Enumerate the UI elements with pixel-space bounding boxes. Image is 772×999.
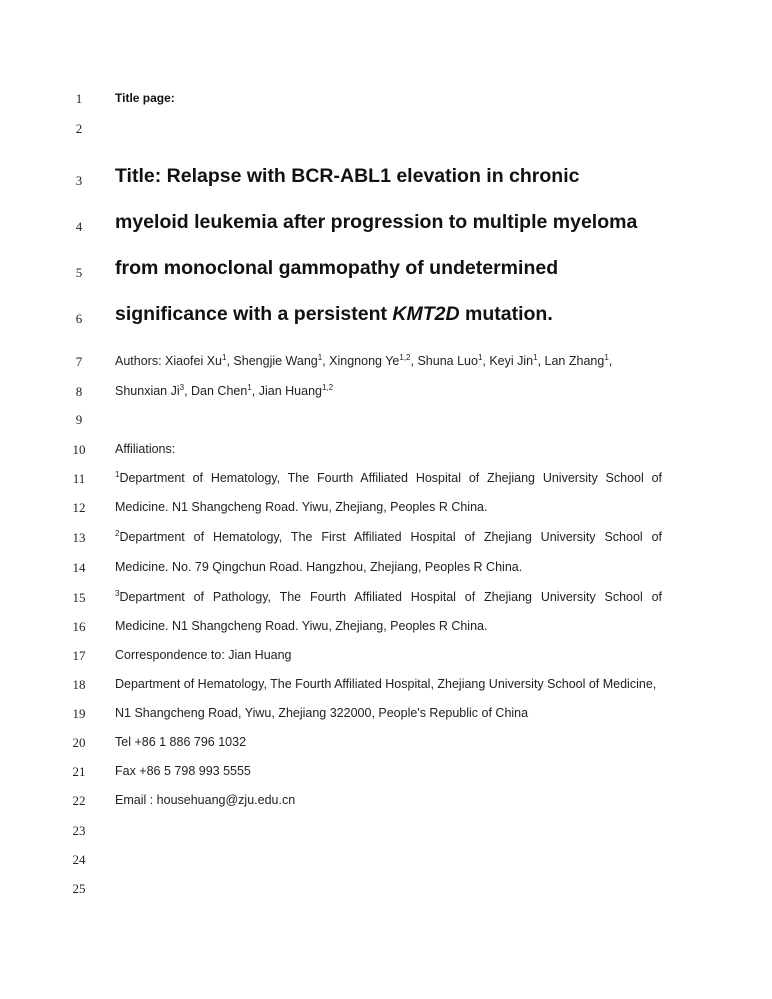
author-name: Shuna Luo bbox=[417, 354, 478, 368]
line-number: 2 bbox=[75, 121, 83, 136]
line-number: 11 bbox=[72, 471, 86, 486]
author-affiliation: 1 bbox=[222, 352, 227, 362]
title-text: significance with a persistent bbox=[115, 303, 393, 325]
line-number: 13 bbox=[72, 530, 86, 545]
line-number: 10 bbox=[72, 442, 86, 457]
author-name: Keyi Jin bbox=[489, 354, 534, 368]
author-name: Dan Chen bbox=[191, 384, 248, 398]
affiliation-line bbox=[115, 471, 662, 485]
author-affiliation: 1 bbox=[477, 352, 483, 362]
line-number: 4 bbox=[75, 219, 83, 234]
affiliation-line: Medicine. No. 79 Qingchun Road. Hangzhou, Zhejiang, Peoples R China. bbox=[115, 560, 523, 574]
affiliations-heading: Affiliations: bbox=[115, 442, 176, 456]
affiliation-line: Medicine. N1 Shangcheng Road. Yiwu, Zhejiang, Peoples R China. bbox=[115, 500, 488, 514]
line-number: 17 bbox=[72, 648, 86, 663]
line-number: 9 bbox=[75, 412, 83, 427]
correspondence-heading: Correspondence to: Jian Huang bbox=[115, 648, 292, 662]
title-line: Title: Relapse with BCR-ABL1 elevation in chronic bbox=[115, 165, 580, 187]
line-number: 23 bbox=[72, 823, 86, 838]
affiliation-line bbox=[115, 590, 662, 604]
line-number: 16 bbox=[72, 619, 86, 634]
correspondence-email: Email : househuang@zju.edu.cn bbox=[115, 793, 296, 807]
line-number: 3 bbox=[75, 173, 83, 188]
line-number: 19 bbox=[72, 706, 86, 721]
line-number: 24 bbox=[72, 852, 86, 867]
authors-prefix: Authors: bbox=[115, 354, 166, 368]
affiliation-number: 2 bbox=[115, 528, 120, 538]
line-number: 5 bbox=[75, 265, 83, 280]
authors-line: Authors: Xiaofei Xu$^1$, Shengjie Wang$^1$, Xingnong Ye$^{1,2}$, Shuna Luo$^1$, Keyi Jin$^1$, Lan Zhang$^1$, bbox=[115, 352, 613, 368]
line-number: 25 bbox=[72, 881, 86, 896]
line-number: 12 bbox=[72, 500, 86, 515]
author-name: Xiaofei Xu bbox=[165, 354, 223, 368]
line-number: 14 bbox=[72, 560, 86, 575]
gene-name: KMT2D bbox=[392, 303, 460, 325]
correspondence-address: N1 Shangcheng Road, Yiwu, Zhejiang 322000, People's Republic of China bbox=[115, 706, 529, 720]
affiliation-text: Department of Hematology, The Fourth Affiliated Hospital of Zhejiang University School of bbox=[119, 471, 662, 485]
line-number: 21 bbox=[72, 764, 86, 779]
affiliation-line bbox=[115, 530, 662, 544]
title-page-label: Title page: bbox=[115, 91, 175, 105]
line-number: 18 bbox=[72, 677, 86, 692]
author-affiliation: 1,2 bbox=[399, 352, 411, 362]
line-number: 1 bbox=[75, 91, 83, 106]
affiliation-number: 3 bbox=[115, 588, 120, 598]
title-line bbox=[115, 303, 553, 326]
line-number: 6 bbox=[75, 311, 83, 326]
title-text: mutation. bbox=[459, 303, 553, 325]
author-affiliation: 1 bbox=[533, 352, 538, 362]
title-line: myeloid leukemia after progression to multiple myeloma bbox=[115, 211, 638, 233]
author-affiliation: 1 bbox=[247, 382, 252, 392]
correspondence-fax: Fax +86 5 798 993 5555 bbox=[115, 764, 251, 778]
line-number: 7 bbox=[75, 354, 83, 369]
author-affiliation: 1 bbox=[317, 352, 323, 362]
author-affiliation: 1,2 bbox=[321, 382, 334, 392]
author-name: Shunxian Ji bbox=[115, 384, 180, 398]
author-name: Jian Huang bbox=[258, 384, 322, 398]
title-line: from monoclonal gammopathy of undetermined bbox=[115, 257, 559, 279]
authors-line: Shunxian Ji$^3$, Dan Chen$^1$, Jian Huang$^{1,2}$ bbox=[115, 382, 334, 398]
correspondence-tel: Tel +86 1 886 796 1032 bbox=[115, 735, 247, 749]
affiliation-line: Medicine. N1 Shangcheng Road. Yiwu, Zhejiang, Peoples R China. bbox=[115, 619, 488, 633]
author-affiliation: 3 bbox=[179, 382, 185, 392]
line-number: 8 bbox=[75, 384, 83, 399]
author-name: Xingnong Ye bbox=[329, 354, 400, 368]
affiliation-text: Department of Pathology, The Fourth Affiliated Hospital of Zhejiang University School of bbox=[119, 590, 662, 604]
affiliation-text: Department of Hematology, The First Affiliated Hospital of Zhejiang University School of bbox=[119, 530, 662, 544]
correspondence-address: Department of Hematology, The Fourth Affiliated Hospital, Zhejiang University School of Medicine, bbox=[115, 677, 657, 691]
author-name: Shengjie Wang bbox=[233, 354, 318, 368]
line-number: 20 bbox=[72, 735, 86, 750]
line-number: 15 bbox=[72, 590, 86, 605]
author-affiliation: 1 bbox=[604, 352, 609, 362]
line-number: 22 bbox=[72, 793, 86, 808]
affiliation-number: 1 bbox=[115, 469, 120, 479]
author-name: Lan Zhang bbox=[544, 354, 605, 368]
